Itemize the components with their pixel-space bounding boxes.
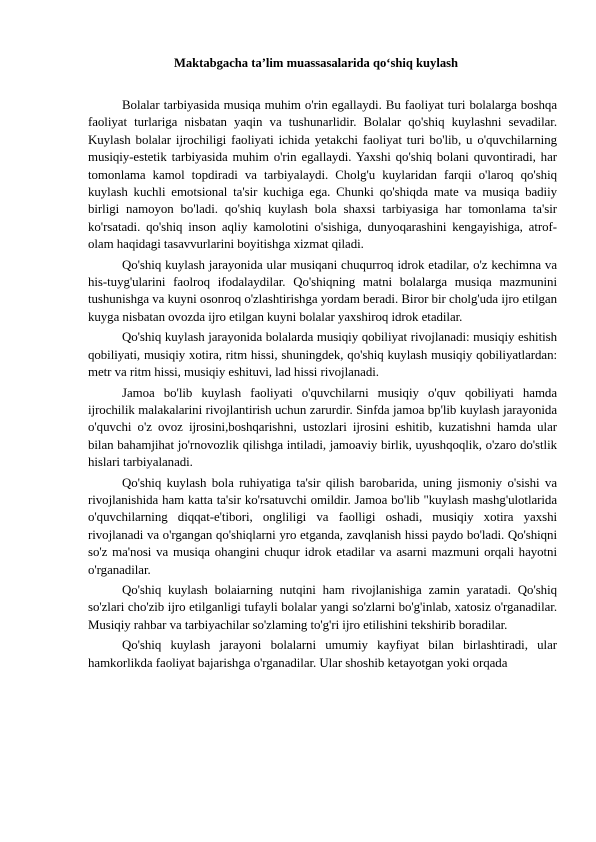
document-body (88, 97, 557, 675)
paragraph-5: Qo'shiq kuylash bola ruhiyatiga ta'sir qilish barobarida, uning jismoniy o'sishi va rivojlanishida ham katta ta'sir ko'rsatuvchi omildir. Jamoa bo'lib "kuylash mashg'ulotlarida o'quvchilarning diqqat-e'tibori, ongliligi va faolligi oshadi, musiqiy xotira yaxshi rivojlanadi va o'rgangan qo'shiqlarni yro etganda, zavqlanish hissi paydo bo'ladi. Qo'shiqni so'z ma'nosi va musiqa ohangini chuqur idrok etadilar va asarni mazmuni orqali hayotni o'rganadilar. (88, 475, 557, 577)
paragraph-2: Qo'shiq kuylash jarayonida ular musiqani chuqurroq idrok etadilar, o'z kechimna va his-tuyg'ularini faolroq ifodalaydilar. Qo'shiqning matni bolalarga musiqa mazmunini tushunishga va kuyni osonroq o'zlashtirishga yordam beradi. Biror bir cholg'uda ijro etilgan kuyga nisbatan ovozda ijro etilgan kuyni bolalar yaxshiroq idrok etadilar. (88, 257, 557, 324)
paragraph-7: Qo'shiq kuylash jarayoni bolalarni umumiy kayfiyat bilan birlashtiradi, ular hamkorlikda faoliyat bajarishga o'rganadilar. Ular shoshib ketayotgan yoki orqada (88, 638, 557, 670)
paragraph-1: Bolalar tarbiyasida musiqa muhim o'rin egallaydi. Bu faoliyat turi bolalarga boshqa faoliyat turlariga nisbatan yaqin va tushunarlidir. Bolalar qo'shiq kuylashni sevadilar. Kuylash bolalar ijrochiligi faoliyati ichida yetakchi faoliyat turi bo'lib, u o'quvchilarning musiqiy-estetik tarbiyasida muhim o'rin egallaydi. Yaxshi qo'shiq bolani quvontiradi, har tomonlama kamol topdiradi va tarbiyalaydi. Cholg'u kuylaridan farqii o'laroq qo'shiq kuylash kuchli emotsional ta'sir kuchiga ega. Chunki qo'shiqda mate va musiqa badiiy birligi namoyon bo'ladi. qo'shiq kuylash bola shaxsi tarbiyasiga har tomonlama ta'sir ko'rsatadi. qo'shiq inson aqliy kamolotini o'sishiga, dunyoqarashini kengayishiga, atrof-olam haqidagi tasavvurlarini boyitishga xizmat qiladi. (88, 98, 557, 252)
document-title: Maktabgacha ta’lim muassasalarida qo‘shiq kuylash (173, 56, 459, 70)
paragraph-3: Qo'shiq kuylash jarayonida bolalarda musiqiy qobiliyat rivojlanadi: musiqiy eshitish qobiliyati, musiqiy xotira, ritm hissi, shuningdek, qo'shiq kuylash musiqiy qobiliyatlardan: metr va ritm hissi, musiqiy eshituvi, lad hissi rivojlanadi. (88, 330, 557, 380)
paragraph-6: Qo'shiq kuylash bolaiarning nutqini ham rivojlanishiga zamin yaratadi. Qo'shiq so'zlari cho'zib ijro etilganligi tufayli bolalar yangi so'zlarni bo'g'inlab, xatosiz o'rganadilar. Musiqiy rahbar va tarbiyachilar so'zlaming to'g'ri ijro etilishini tekshirib boradilar. (88, 582, 557, 632)
paragraph-4: Jamoa bo'lib kuylash faoliyati o'quvchilarni musiqiy o'quv qobiliyati hamda ijrochilik malakalarini rivojlantirish uchun zarurdir. Sinfda jamoa bp'lib kuylash jarayonida o'quvchi o'z ovoz ijrosini,boshqarishni, ustozlari ijrosini eshitib, kuzatishni hamda ular bilan bahamjihat jo'rnovozlik qilishga intiladi, jamoaviy birlik, uyushqoqlik, o'zaro do'stlik hislari tarbiyalanadi. (88, 385, 557, 470)
